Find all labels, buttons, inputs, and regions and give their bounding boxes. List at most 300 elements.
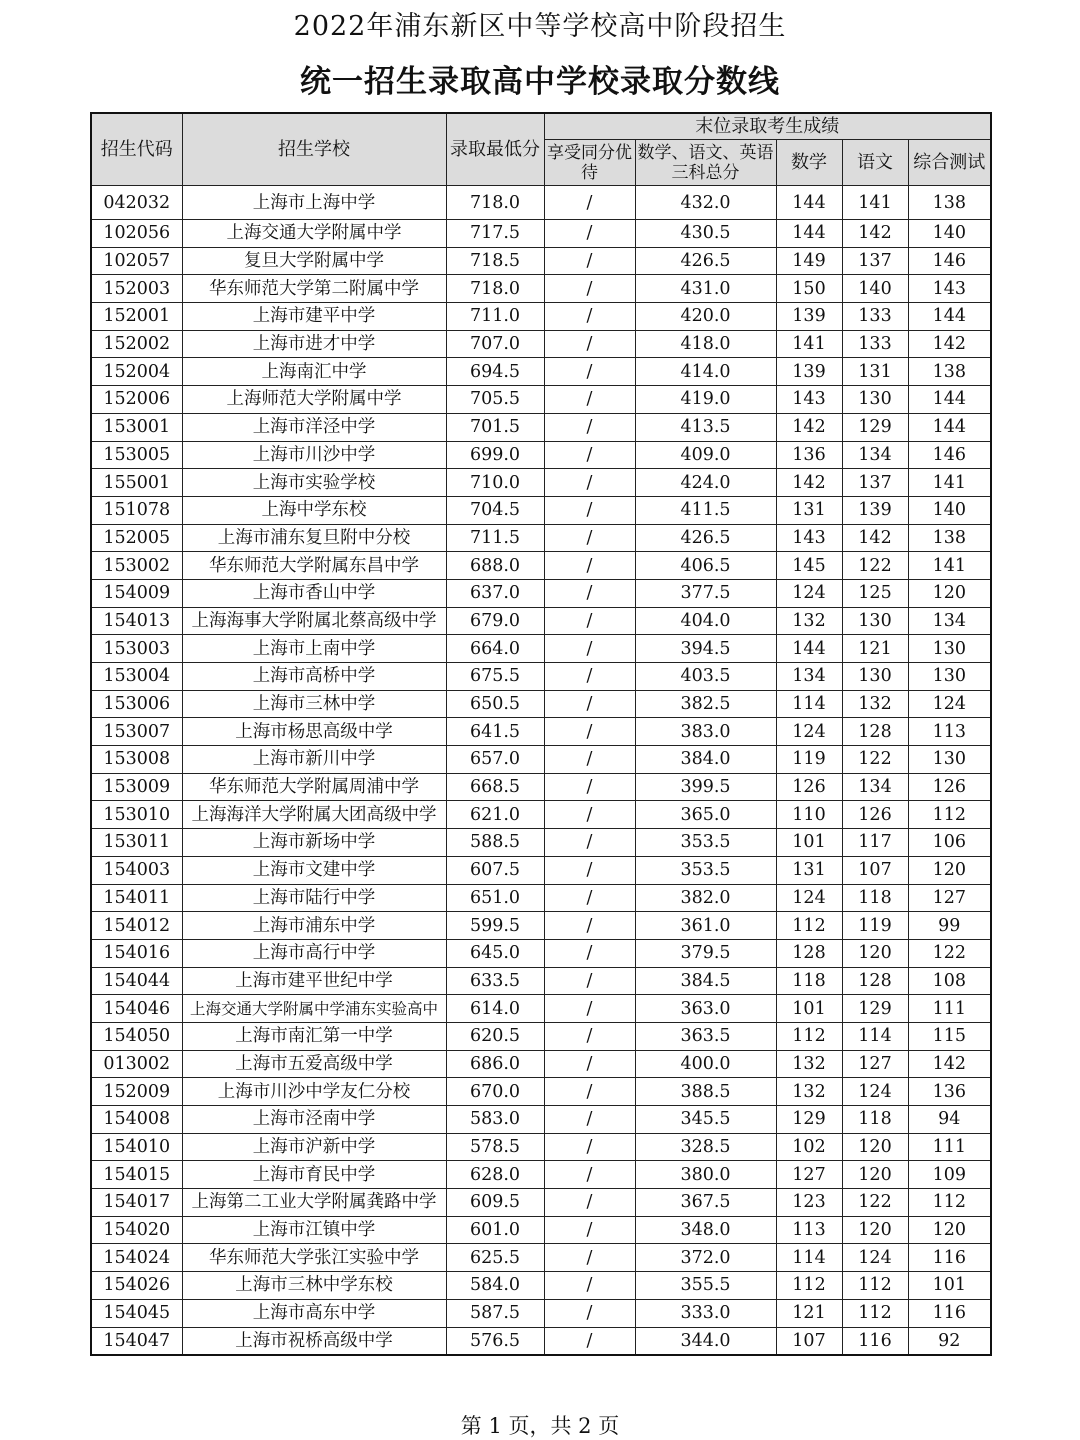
priority-cell: / (544, 247, 635, 275)
table-row (91, 1216, 991, 1244)
school-code-cell: 153011 (91, 829, 182, 857)
math-cell: 143 (776, 524, 842, 552)
total3-cell: 388.5 (635, 1078, 776, 1106)
priority-cell: / (544, 413, 635, 441)
composite-cell: 127 (908, 884, 991, 912)
total3-cell: 345.5 (635, 1106, 776, 1134)
math-cell: 132 (776, 1050, 842, 1078)
chinese-cell: 122 (842, 552, 908, 580)
priority-cell: / (544, 186, 635, 220)
math-cell: 112 (776, 912, 842, 940)
math-cell: 144 (776, 635, 842, 663)
total3-cell: 365.0 (635, 801, 776, 829)
math-cell: 129 (776, 1106, 842, 1134)
composite-cell: 112 (908, 801, 991, 829)
total3-cell: 361.0 (635, 912, 776, 940)
min-score-cell: 686.0 (446, 1050, 544, 1078)
school-name-cell: 上海市新场中学 (182, 829, 446, 857)
total3-cell: 382.5 (635, 690, 776, 718)
total3-cell: 420.0 (635, 303, 776, 331)
math-cell: 101 (776, 995, 842, 1023)
total3-cell: 348.0 (635, 1216, 776, 1244)
total3-cell: 344.0 (635, 1327, 776, 1355)
table-row (91, 413, 991, 441)
school-name-cell: 上海交通大学附属中学 (182, 220, 446, 248)
chinese-cell: 142 (842, 220, 908, 248)
table-row (91, 1161, 991, 1189)
chinese-cell: 128 (842, 967, 908, 995)
school-name-cell: 上海市陆行中学 (182, 884, 446, 912)
min-score-cell: 699.0 (446, 441, 544, 469)
school-name-cell: 上海市进才中学 (182, 330, 446, 358)
table-row (91, 330, 991, 358)
table-row (91, 579, 991, 607)
chinese-cell: 118 (842, 1106, 908, 1134)
chinese-cell: 134 (842, 441, 908, 469)
composite-cell: 116 (908, 1299, 991, 1327)
total3-cell: 430.5 (635, 220, 776, 248)
school-code-cell: 153004 (91, 663, 182, 691)
table-row (91, 939, 991, 967)
priority-cell: / (544, 579, 635, 607)
min-score-cell: 584.0 (446, 1272, 544, 1300)
school-name-cell: 上海市实验学校 (182, 469, 446, 497)
table-row (91, 718, 991, 746)
min-score-cell: 609.5 (446, 1189, 544, 1217)
table-row (91, 912, 991, 940)
table-row (91, 1133, 991, 1161)
school-name-cell: 上海市建平世纪中学 (182, 967, 446, 995)
min-score-cell: 628.0 (446, 1161, 544, 1189)
composite-cell: 120 (908, 856, 991, 884)
header-composite: 综合测试 (908, 140, 991, 186)
table-row (91, 358, 991, 386)
priority-cell: / (544, 1133, 635, 1161)
school-code-cell: 154010 (91, 1133, 182, 1161)
math-cell: 136 (776, 441, 842, 469)
composite-cell: 109 (908, 1161, 991, 1189)
total3-cell: 377.5 (635, 579, 776, 607)
chinese-cell: 142 (842, 524, 908, 552)
priority-cell: / (544, 663, 635, 691)
table-row (91, 829, 991, 857)
priority-cell: / (544, 1244, 635, 1272)
school-name-cell: 上海市育民中学 (182, 1161, 446, 1189)
school-name-cell: 华东师范大学附属东昌中学 (182, 552, 446, 580)
total3-cell: 367.5 (635, 1189, 776, 1217)
school-name-cell: 上海市祝桥高级中学 (182, 1327, 446, 1355)
composite-cell: 130 (908, 746, 991, 774)
school-code-cell: 154008 (91, 1106, 182, 1134)
priority-cell: / (544, 1327, 635, 1355)
school-name-cell: 上海市建平中学 (182, 303, 446, 331)
total3-cell: 353.5 (635, 856, 776, 884)
math-cell: 128 (776, 939, 842, 967)
school-name-cell: 上海南汇中学 (182, 358, 446, 386)
priority-cell: / (544, 607, 635, 635)
chinese-cell: 120 (842, 1216, 908, 1244)
priority-cell: / (544, 1299, 635, 1327)
school-code-cell: 153005 (91, 441, 182, 469)
header-min-score: 录取最低分 (446, 113, 544, 186)
math-cell: 144 (776, 186, 842, 220)
table-row (91, 607, 991, 635)
school-name-cell: 上海中学东校 (182, 496, 446, 524)
min-score-cell: 694.5 (446, 358, 544, 386)
composite-cell: 143 (908, 275, 991, 303)
total3-cell: 426.5 (635, 524, 776, 552)
min-score-cell: 587.5 (446, 1299, 544, 1327)
math-cell: 142 (776, 413, 842, 441)
composite-cell: 142 (908, 1050, 991, 1078)
math-cell: 132 (776, 1078, 842, 1106)
chinese-cell: 141 (842, 186, 908, 220)
school-code-cell: 154050 (91, 1022, 182, 1050)
math-cell: 149 (776, 247, 842, 275)
school-name-cell: 上海市三林中学东校 (182, 1272, 446, 1300)
page-title: 2022年浦东新区中等学校高中阶段招生 (293, 11, 787, 42)
table-row (91, 1299, 991, 1327)
math-cell: 123 (776, 1189, 842, 1217)
chinese-cell: 139 (842, 496, 908, 524)
total3-cell: 409.0 (635, 441, 776, 469)
min-score-cell: 625.5 (446, 1244, 544, 1272)
priority-cell: / (544, 939, 635, 967)
school-name-cell: 上海市高东中学 (182, 1299, 446, 1327)
priority-cell: / (544, 718, 635, 746)
priority-cell: / (544, 358, 635, 386)
math-cell: 102 (776, 1133, 842, 1161)
table-row (91, 1327, 991, 1355)
composite-cell: 106 (908, 829, 991, 857)
table-row (91, 524, 991, 552)
table-row (91, 1244, 991, 1272)
min-score-cell: 718.0 (446, 275, 544, 303)
math-cell: 124 (776, 579, 842, 607)
school-code-cell: 013002 (91, 1050, 182, 1078)
table-row (91, 247, 991, 275)
priority-cell: / (544, 801, 635, 829)
header-total3: 数学、语文、英语三科总分 (635, 140, 776, 186)
school-code-cell: 152001 (91, 303, 182, 331)
table-row (91, 303, 991, 331)
priority-cell: / (544, 856, 635, 884)
math-cell: 107 (776, 1327, 842, 1355)
min-score-cell: 637.0 (446, 579, 544, 607)
priority-cell: / (544, 884, 635, 912)
min-score-cell: 717.5 (446, 220, 544, 248)
chinese-cell: 128 (842, 718, 908, 746)
table-body (91, 186, 991, 1356)
composite-cell: 141 (908, 469, 991, 497)
priority-cell: / (544, 829, 635, 857)
math-cell: 112 (776, 1272, 842, 1300)
min-score-cell: 650.5 (446, 690, 544, 718)
school-name-cell: 复旦大学附属中学 (182, 247, 446, 275)
school-code-cell: 152003 (91, 275, 182, 303)
school-code-cell: 102057 (91, 247, 182, 275)
composite-cell: 126 (908, 773, 991, 801)
min-score-cell: 670.0 (446, 1078, 544, 1106)
total3-cell: 372.0 (635, 1244, 776, 1272)
priority-cell: / (544, 552, 635, 580)
composite-cell: 146 (908, 441, 991, 469)
header-school: 招生学校 (182, 113, 446, 186)
header-priority: 享受同分优待 (544, 140, 635, 186)
chinese-cell: 130 (842, 663, 908, 691)
school-code-cell: 154046 (91, 995, 182, 1023)
table-row (91, 469, 991, 497)
min-score-cell: 583.0 (446, 1106, 544, 1134)
school-name-cell: 上海市香山中学 (182, 579, 446, 607)
priority-cell: / (544, 441, 635, 469)
total3-cell: 379.5 (635, 939, 776, 967)
chinese-cell: 134 (842, 773, 908, 801)
total3-cell: 380.0 (635, 1161, 776, 1189)
min-score-cell: 718.5 (446, 247, 544, 275)
chinese-cell: 132 (842, 690, 908, 718)
composite-cell: 115 (908, 1022, 991, 1050)
priority-cell: / (544, 303, 635, 331)
composite-cell: 94 (908, 1106, 991, 1134)
table-row (91, 746, 991, 774)
header-code: 招生代码 (91, 113, 182, 186)
composite-cell: 130 (908, 635, 991, 663)
min-score-cell: 621.0 (446, 801, 544, 829)
school-name-cell: 上海市浦东中学 (182, 912, 446, 940)
total3-cell: 383.0 (635, 718, 776, 746)
composite-cell: 124 (908, 690, 991, 718)
priority-cell: / (544, 1050, 635, 1078)
school-code-cell: 152009 (91, 1078, 182, 1106)
priority-cell: / (544, 469, 635, 497)
total3-cell: 431.0 (635, 275, 776, 303)
composite-cell: 108 (908, 967, 991, 995)
page-footer: 第 1 页，共 2 页 (460, 1414, 620, 1438)
school-name-cell: 上海市五爱高级中学 (182, 1050, 446, 1078)
school-name-cell: 上海第二工业大学附属龚路中学 (182, 1189, 446, 1217)
composite-cell: 113 (908, 718, 991, 746)
school-name-cell: 上海市川沙中学 (182, 441, 446, 469)
priority-cell: / (544, 746, 635, 774)
total3-cell: 353.5 (635, 829, 776, 857)
school-code-cell: 153009 (91, 773, 182, 801)
school-name-cell: 上海市浦东复旦附中分校 (182, 524, 446, 552)
math-cell: 141 (776, 330, 842, 358)
total3-cell: 419.0 (635, 386, 776, 414)
school-name-cell: 上海市泾南中学 (182, 1106, 446, 1134)
school-name-cell: 上海市上海中学 (182, 186, 446, 220)
math-cell: 119 (776, 746, 842, 774)
composite-cell: 112 (908, 1189, 991, 1217)
composite-cell: 141 (908, 552, 991, 580)
header-last-admitted-group: 末位录取考生成绩 (544, 113, 991, 140)
table-row (91, 995, 991, 1023)
chinese-cell: 124 (842, 1078, 908, 1106)
chinese-cell: 140 (842, 275, 908, 303)
chinese-cell: 129 (842, 995, 908, 1023)
total3-cell: 384.5 (635, 967, 776, 995)
min-score-cell: 668.5 (446, 773, 544, 801)
min-score-cell: 707.0 (446, 330, 544, 358)
composite-cell: 120 (908, 1216, 991, 1244)
composite-cell: 142 (908, 330, 991, 358)
table-row (91, 1189, 991, 1217)
chinese-cell: 114 (842, 1022, 908, 1050)
priority-cell: / (544, 1022, 635, 1050)
priority-cell: / (544, 275, 635, 303)
table-row (91, 635, 991, 663)
min-score-cell: 614.0 (446, 995, 544, 1023)
school-name-cell: 上海海事大学附属北蔡高级中学 (182, 607, 446, 635)
chinese-cell: 130 (842, 607, 908, 635)
min-score-cell: 599.5 (446, 912, 544, 940)
school-name-cell: 上海交通大学附属中学浦东实验高中 (182, 995, 446, 1023)
school-name-cell: 华东师范大学张江实验中学 (182, 1244, 446, 1272)
school-code-cell: 153006 (91, 690, 182, 718)
total3-cell: 418.0 (635, 330, 776, 358)
math-cell: 143 (776, 386, 842, 414)
school-code-cell: 154013 (91, 607, 182, 635)
school-code-cell: 154011 (91, 884, 182, 912)
chinese-cell: 117 (842, 829, 908, 857)
total3-cell: 328.5 (635, 1133, 776, 1161)
math-cell: 142 (776, 469, 842, 497)
composite-cell: 101 (908, 1272, 991, 1300)
composite-cell: 144 (908, 303, 991, 331)
chinese-cell: 120 (842, 939, 908, 967)
priority-cell: / (544, 1272, 635, 1300)
school-code-cell: 154015 (91, 1161, 182, 1189)
school-name-cell: 上海海洋大学附属大团高级中学 (182, 801, 446, 829)
admission-score-table (90, 112, 992, 1356)
school-code-cell: 152005 (91, 524, 182, 552)
header-math: 数学 (776, 140, 842, 186)
chinese-cell: 124 (842, 1244, 908, 1272)
school-name-cell: 上海市江镇中学 (182, 1216, 446, 1244)
priority-cell: / (544, 220, 635, 248)
school-code-cell: 151078 (91, 496, 182, 524)
min-score-cell: 601.0 (446, 1216, 544, 1244)
composite-cell: 140 (908, 220, 991, 248)
priority-cell: / (544, 690, 635, 718)
school-code-cell: 102056 (91, 220, 182, 248)
total3-cell: 333.0 (635, 1299, 776, 1327)
total3-cell: 399.5 (635, 773, 776, 801)
composite-cell: 146 (908, 247, 991, 275)
total3-cell: 400.0 (635, 1050, 776, 1078)
school-name-cell: 上海市沪新中学 (182, 1133, 446, 1161)
school-code-cell: 154020 (91, 1216, 182, 1244)
min-score-cell: 578.5 (446, 1133, 544, 1161)
chinese-cell: 125 (842, 579, 908, 607)
priority-cell: / (544, 524, 635, 552)
math-cell: 139 (776, 358, 842, 386)
table-row (91, 884, 991, 912)
math-cell: 114 (776, 1244, 842, 1272)
chinese-cell: 120 (842, 1133, 908, 1161)
min-score-cell: 633.5 (446, 967, 544, 995)
total3-cell: 403.5 (635, 663, 776, 691)
total3-cell: 414.0 (635, 358, 776, 386)
math-cell: 131 (776, 856, 842, 884)
total3-cell: 404.0 (635, 607, 776, 635)
math-cell: 101 (776, 829, 842, 857)
chinese-cell: 130 (842, 386, 908, 414)
composite-cell: 144 (908, 413, 991, 441)
chinese-cell: 118 (842, 884, 908, 912)
total3-cell: 411.5 (635, 496, 776, 524)
table-row (91, 1272, 991, 1300)
min-score-cell: 675.5 (446, 663, 544, 691)
chinese-cell: 126 (842, 801, 908, 829)
table-row (91, 386, 991, 414)
school-name-cell: 上海市川沙中学友仁分校 (182, 1078, 446, 1106)
priority-cell: / (544, 1216, 635, 1244)
table-row (91, 690, 991, 718)
chinese-cell: 131 (842, 358, 908, 386)
composite-cell: 122 (908, 939, 991, 967)
composite-cell: 138 (908, 524, 991, 552)
total3-cell: 394.5 (635, 635, 776, 663)
composite-cell: 116 (908, 1244, 991, 1272)
table-row (91, 220, 991, 248)
table-row (91, 1050, 991, 1078)
priority-cell: / (544, 386, 635, 414)
chinese-cell: 116 (842, 1327, 908, 1355)
school-name-cell: 上海市高桥中学 (182, 663, 446, 691)
math-cell: 114 (776, 690, 842, 718)
math-cell: 145 (776, 552, 842, 580)
total3-cell: 432.0 (635, 186, 776, 220)
math-cell: 110 (776, 801, 842, 829)
math-cell: 131 (776, 496, 842, 524)
table-row (91, 967, 991, 995)
min-score-cell: 688.0 (446, 552, 544, 580)
priority-cell: / (544, 1078, 635, 1106)
chinese-cell: 119 (842, 912, 908, 940)
school-name-cell: 上海市文建中学 (182, 856, 446, 884)
school-code-cell: 154012 (91, 912, 182, 940)
school-code-cell: 153010 (91, 801, 182, 829)
school-code-cell: 153003 (91, 635, 182, 663)
min-score-cell: 641.5 (446, 718, 544, 746)
table-row (91, 186, 991, 220)
math-cell: 144 (776, 220, 842, 248)
school-code-cell: 154003 (91, 856, 182, 884)
chinese-cell: 133 (842, 303, 908, 331)
chinese-cell: 127 (842, 1050, 908, 1078)
school-name-cell: 上海市南汇第一中学 (182, 1022, 446, 1050)
composite-cell: 120 (908, 579, 991, 607)
composite-cell: 138 (908, 358, 991, 386)
school-code-cell: 154024 (91, 1244, 182, 1272)
min-score-cell: 588.5 (446, 829, 544, 857)
min-score-cell: 711.5 (446, 524, 544, 552)
composite-cell: 136 (908, 1078, 991, 1106)
school-code-cell: 154026 (91, 1272, 182, 1300)
school-code-cell: 153002 (91, 552, 182, 580)
priority-cell: / (544, 1106, 635, 1134)
chinese-cell: 137 (842, 469, 908, 497)
math-cell: 126 (776, 773, 842, 801)
chinese-cell: 120 (842, 1161, 908, 1189)
table-row (91, 441, 991, 469)
total3-cell: 424.0 (635, 469, 776, 497)
min-score-cell: 620.5 (446, 1022, 544, 1050)
min-score-cell: 705.5 (446, 386, 544, 414)
composite-cell: 92 (908, 1327, 991, 1355)
